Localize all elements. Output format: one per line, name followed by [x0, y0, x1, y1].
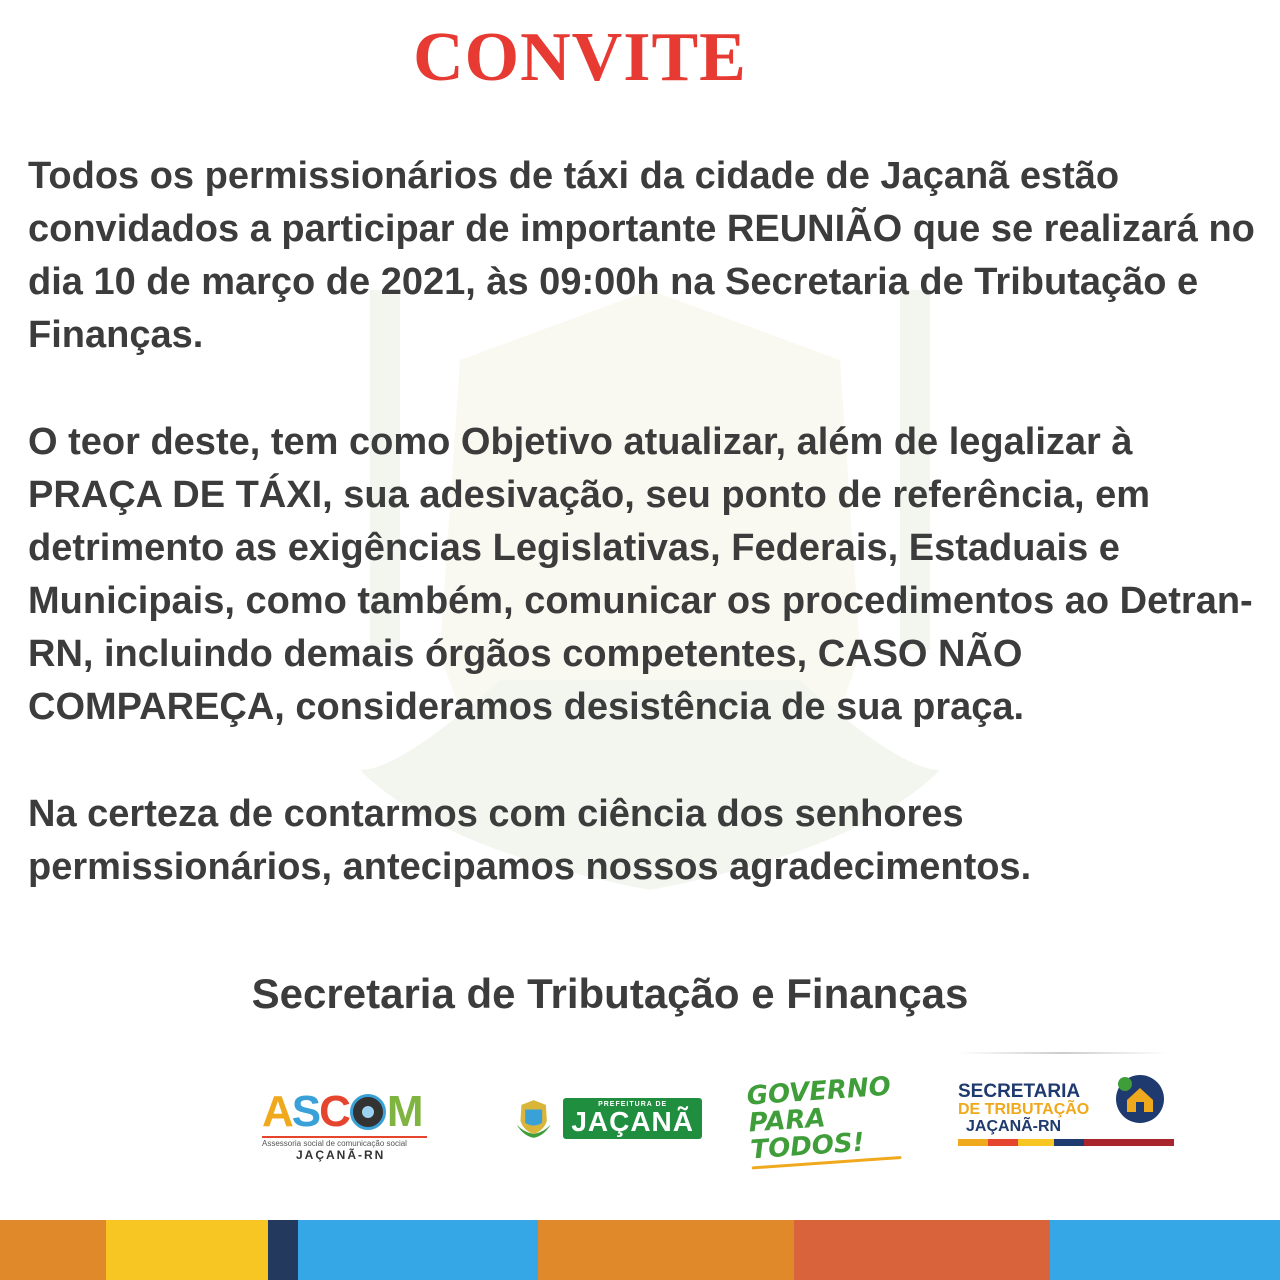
secretaria-line-1: SECRETARIA	[958, 1081, 1081, 1102]
ascom-letter-s: S	[291, 1087, 320, 1136]
camera-lens-icon	[350, 1094, 386, 1130]
strip-segment	[106, 1220, 268, 1280]
city-crest-icon	[512, 1095, 555, 1141]
ascom-subtitle: Assessoria social de comunicação social	[262, 1136, 427, 1148]
strip-segment	[1050, 1220, 1280, 1280]
invitation-title: CONVITE	[413, 19, 747, 96]
objective-paragraph: O teor deste, tem como Objetivo atualizar, além de legalizar à PRAÇA DE TÁXI, sua adesivação, seu ponto de referência, em detrimento as exigências Legislativas, Federais, Estaduais e Municipais, como também, comunicar os procedimentos ao Detran-RN, incluindo demais órgãos competentes, CASO NÃO COMPAREÇA, consideramos desistência de sua praça.	[28, 421, 1253, 728]
ascom-letter-c: C	[319, 1087, 349, 1136]
prefeitura-label: PREFEITURA DE	[598, 1100, 668, 1108]
governo-line-1: GOVERNO	[745, 1071, 892, 1112]
governo-line-2: PARA TODOS!	[747, 1103, 866, 1166]
ascom-city: JAÇANÃ-RN	[296, 1148, 386, 1162]
bar-segment	[1018, 1139, 1054, 1146]
bar-segment	[958, 1139, 988, 1146]
strip-segment	[538, 1220, 794, 1280]
secretaria-line-3: JAÇANÃ-RN	[966, 1118, 1062, 1135]
strip-segment	[0, 1220, 106, 1280]
strip-segment	[268, 1220, 298, 1280]
secretaria-color-bar	[958, 1139, 1174, 1146]
strip-segment	[794, 1220, 1050, 1280]
signature: Secretaria de Tributação e Finanças	[251, 970, 969, 1017]
secretaria-tributacao-logo	[958, 1052, 1178, 1152]
ascom-letter-a: A	[262, 1087, 292, 1136]
prefeitura-badge	[563, 1098, 702, 1139]
house-coin-icon	[1115, 1074, 1165, 1124]
meeting-paragraph: Todos os permissionários de táxi da cidade de Jaçanã estão convidados a participar de importante REUNIÃO que se realizará no dia 10 de março de 2021, às 09:00h na Secretaria de Tributação e Finanças.	[28, 155, 1255, 356]
prefeitura-name: JAÇANÃ	[571, 1105, 694, 1137]
bar-segment	[1084, 1139, 1174, 1146]
governo-para-todos-logo	[745, 1071, 910, 1166]
bar-segment	[988, 1139, 1018, 1146]
strip-segment	[298, 1220, 538, 1280]
closing-paragraph: Na certeza de contarmos com ciência dos senhores permissionários, antecipamos nossos agradecimentos.	[28, 793, 1032, 888]
footer-color-strip	[0, 1220, 1280, 1280]
secretaria-line-2: DE TRIBUTAÇÃO	[958, 1101, 1090, 1118]
secretaria-divider	[958, 1052, 1168, 1054]
ascom-wordmark	[262, 1087, 432, 1136]
prefeitura-logo	[512, 1092, 702, 1144]
ascom-letter-m: M	[386, 1087, 422, 1136]
bar-segment	[1054, 1139, 1084, 1146]
ascom-logo	[262, 1087, 432, 1170]
